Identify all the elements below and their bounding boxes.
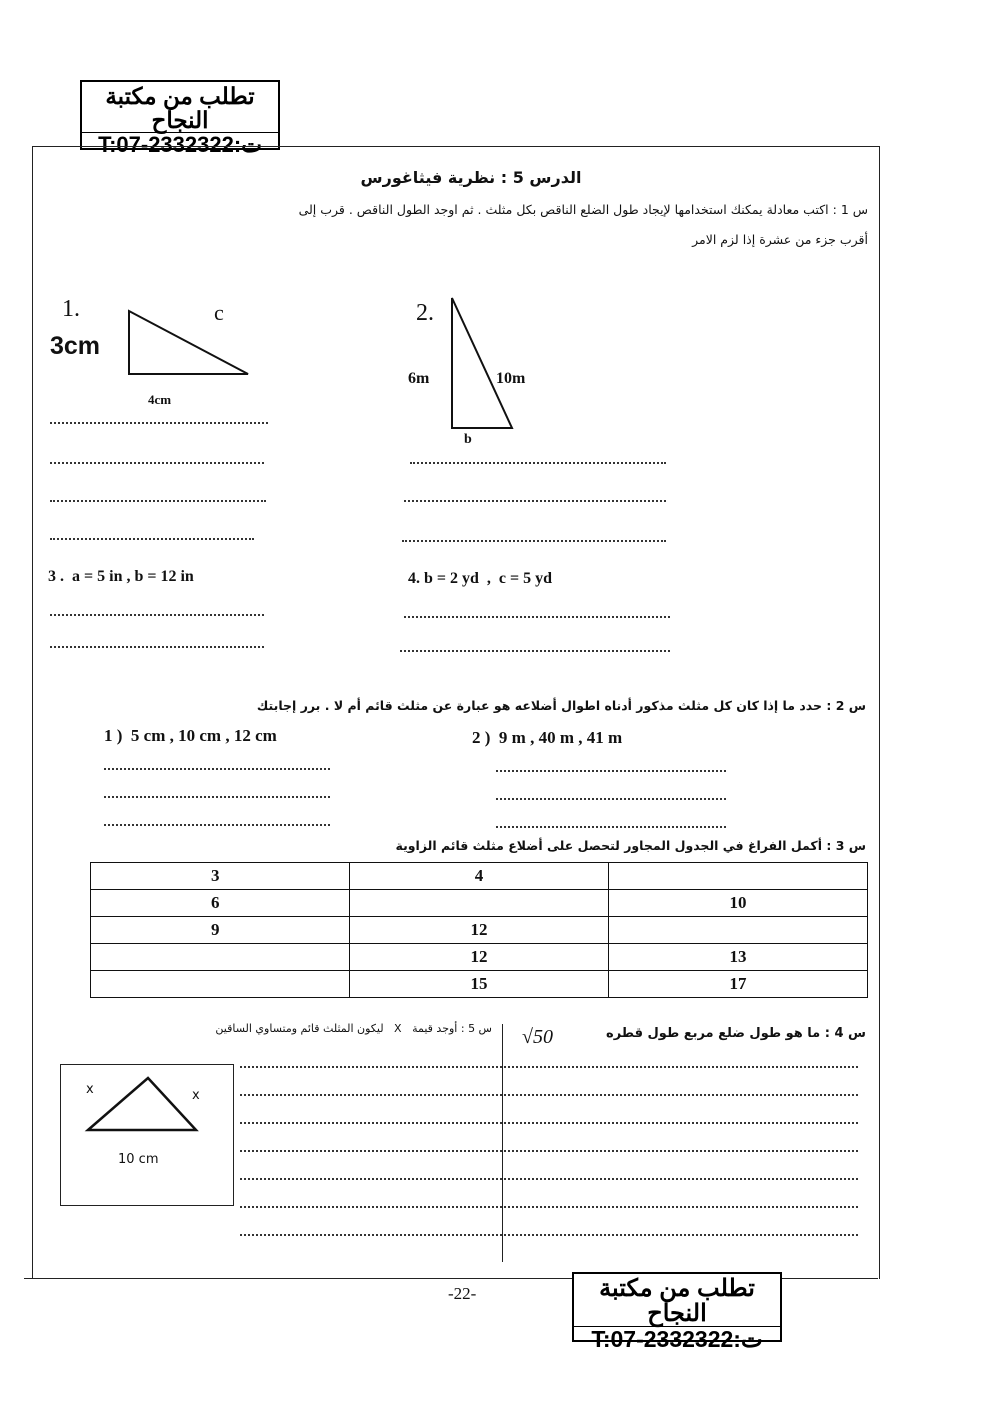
table-cell: 12 (350, 944, 609, 971)
q1-item3: 3 . a = 5 in , b = 12 in (48, 568, 194, 585)
answer-line (496, 826, 726, 828)
q1-item4: 4. b = 2 yd , c = 5 yd (408, 570, 553, 587)
q2-text: س 2 : حدد ما إذا كان كل مثلث مذكور أدناه اطوال أضلاعه هو عبارة عن مثلث قائم أم لا . برر إجابتك (256, 698, 866, 713)
q4-text: س 4 : ما هو طول ضلع مربع طول قطره (606, 1026, 866, 1041)
fig2-triangle (448, 294, 518, 434)
answer-line (402, 540, 666, 542)
answer-line (496, 770, 726, 772)
stamp-line1: تطلب من مكتبة النجاح (105, 83, 255, 134)
lesson-title: الدرس 5 : نظرية فيثاغورس (360, 168, 582, 187)
table-cell: 17 (609, 971, 868, 998)
stamp-line1: تطلب من مكتبة النجاح (599, 1275, 755, 1328)
answer-line (404, 616, 670, 618)
answer-line (50, 500, 266, 502)
answer-line (104, 824, 330, 826)
fig1-triangle (124, 306, 254, 380)
q1-text-line1: س 1 : اكتب معادلة يمكنك استخدامها لإيجاد طول الضلع الناقص بكل مثلث . ثم اوجد الطول الناقص . قرب إلى (298, 202, 868, 217)
answer-line (410, 462, 666, 464)
answer-line (240, 1094, 858, 1096)
table-cell: 3 (91, 863, 350, 890)
answer-line (240, 1150, 858, 1152)
q4-root: √50 (522, 1026, 553, 1048)
answer-line (240, 1206, 858, 1208)
page-number: -22- (448, 1284, 477, 1303)
table-cell: 4 (350, 863, 609, 890)
answer-line (240, 1122, 858, 1124)
q5-triangle (82, 1072, 202, 1136)
q3-table (90, 862, 868, 998)
fig1-number: 1. (62, 296, 80, 322)
table-cell: 13 (609, 944, 868, 971)
fig2-side-c: 10m (496, 370, 526, 387)
answer-line (240, 1066, 858, 1068)
column-divider (502, 1024, 503, 1262)
fig1-side-a: 3cm (50, 332, 101, 360)
library-stamp-top (80, 80, 280, 158)
answer-line (400, 650, 670, 652)
fig2-side-b: b (464, 432, 472, 447)
answer-line (404, 500, 666, 502)
table-cell: 15 (350, 971, 609, 998)
table-cell[interactable] (350, 890, 609, 917)
answer-line (50, 462, 264, 464)
q2-item2: 2 ) 9 m , 40 m , 41 m (472, 728, 623, 747)
answer-line (104, 796, 330, 798)
stamp-line2: T:07-2332322:ت (574, 1326, 780, 1351)
q5-text: س 5 : أوجد قيمة X ليكون المثلث قائم ومتساوي الساقين (215, 1022, 492, 1035)
table-cell: 9 (91, 917, 350, 944)
table-cell[interactable] (609, 863, 868, 890)
answer-line (104, 768, 330, 770)
q5-label-base: 10 cm (118, 1152, 159, 1167)
table-row (91, 971, 868, 998)
q3-text: س 3 : أكمل الفراغ في الجدول المجاور لتحصل على أضلاع مثلث قائم الزاوية (395, 838, 866, 853)
table-cell[interactable] (91, 971, 350, 998)
fig2-number: 2. (416, 300, 434, 326)
answer-line (240, 1234, 858, 1236)
answer-line (50, 646, 264, 648)
stamp-line2: T:07-2332322:ت (82, 132, 278, 156)
table-row (91, 890, 868, 917)
table-row (91, 944, 868, 971)
answer-line (50, 422, 268, 424)
q5-label-x-left: x (86, 1082, 94, 1097)
library-stamp-bottom (572, 1272, 782, 1353)
fig2-side-a: 6m (408, 370, 430, 387)
q2-item1: 1 ) 5 cm , 10 cm , 12 cm (104, 726, 277, 745)
table-row (91, 917, 868, 944)
table-cell[interactable] (91, 944, 350, 971)
fig1-side-c: c (214, 300, 224, 325)
q5-label-x-right: x (192, 1088, 200, 1103)
table-cell[interactable] (609, 917, 868, 944)
answer-line (50, 614, 264, 616)
table-cell: 12 (350, 917, 609, 944)
answer-line (496, 798, 726, 800)
answer-line (240, 1178, 858, 1180)
q1-text-line2: أقرب جزء من عشرة إذا لزم الامر (692, 232, 868, 247)
answer-line (50, 538, 254, 540)
table-cell: 10 (609, 890, 868, 917)
table-row (91, 863, 868, 890)
fig1-side-b: 4cm (148, 392, 172, 407)
table-cell: 6 (91, 890, 350, 917)
